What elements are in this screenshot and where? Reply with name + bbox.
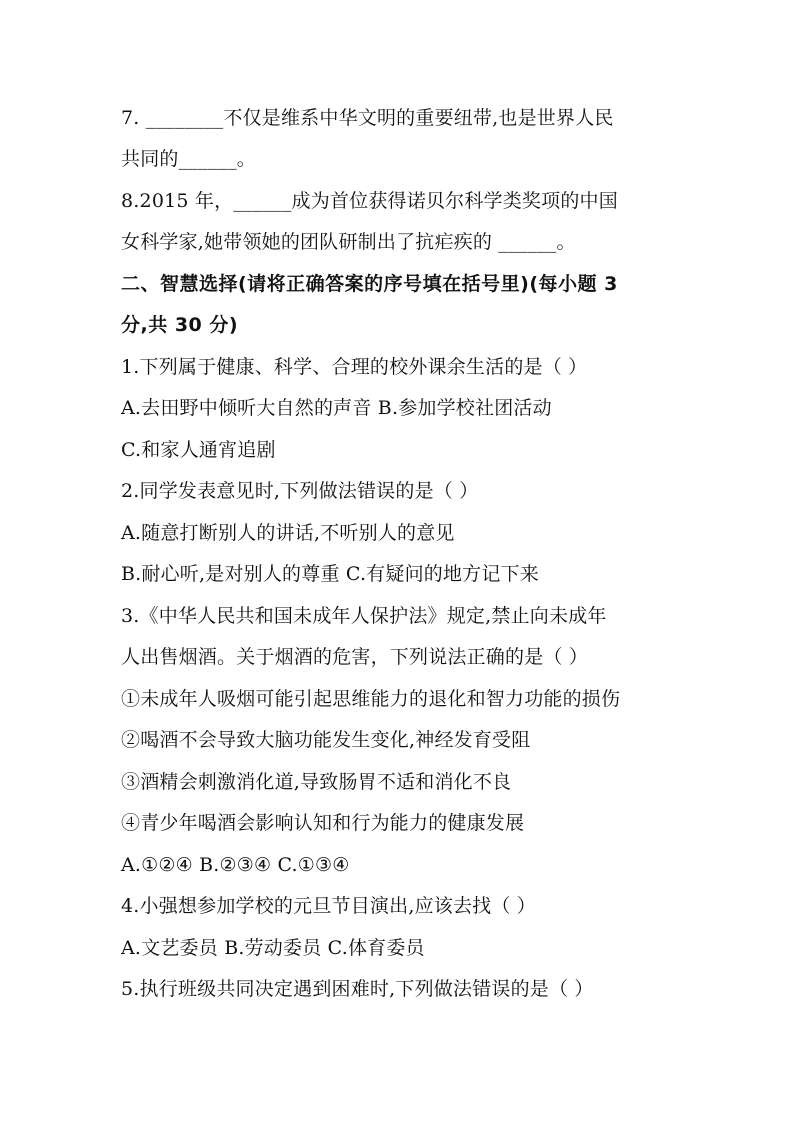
mc4-options: A.文艺委员 B.劳动委员 C.体育委员 [121, 937, 425, 959]
q8-line1: 8.2015 年，______成为首位获得诺贝尔科学类奖项的中国 [121, 190, 618, 212]
mc3-statement-1: ①未成年人吸烟可能引起思维能力的退化和智力功能的损伤 [121, 688, 621, 710]
section2-heading-line1: 二、智慧选择(请将正确答案的序号填在括号里)(每小题 3 [121, 273, 618, 295]
mc3-statement-3: ③酒精会刺激消化道,导致肠胃不适和消化不良 [121, 771, 512, 793]
mc1-options-ab: A.去田野中倾听大自然的声音 B.参加学校社团活动 [121, 397, 552, 419]
q7-line2: 共同的______。 [121, 148, 257, 170]
mc1-option-c: C.和家人通宵追剧 [121, 439, 276, 461]
mc3-question-line1: 3.《中华人民共和国未成年人保护法》规定,禁止向未成年 [121, 605, 607, 627]
mc3-options: A.①②④ B.②③④ C.①③④ [121, 854, 350, 876]
mc1-question: 1.下列属于健康、科学、合理的校外课余生活的是（ ） [121, 356, 588, 378]
mc3-statement-2: ②喝酒不会导致大脑功能发生变化,神经发育受阻 [121, 729, 531, 751]
mc2-options-bc: B.耐心听,是对别人的尊重 C.有疑问的地方记下来 [121, 563, 539, 585]
mc2-question: 2.同学发表意见时,下列做法错误的是（ ） [121, 480, 479, 502]
mc4-question: 4.小强想参加学校的元旦节目演出,应该去找（ ） [121, 895, 537, 917]
section2-heading-line2: 分,共 30 分) [121, 314, 239, 336]
mc3-statement-4: ④青少年喝酒会影响认知和行为能力的健康发展 [121, 812, 525, 834]
mc3-question-line2: 人出售烟酒。关于烟酒的危害，下列说法正确的是（ ） [121, 646, 589, 668]
q7-line1: 7. ________不仅是维系中华文明的重要纽带,也是世界人民 [121, 107, 614, 129]
q8-line2: 女科学家,她带领她的团队研制出了抗疟疾的 ______。 [121, 231, 576, 253]
mc5-question: 5.执行班级共同决定遇到困难时,下列做法错误的是（ ） [121, 978, 594, 1000]
mc2-option-a: A.随意打断别人的讲话,不听别人的意见 [121, 522, 455, 544]
